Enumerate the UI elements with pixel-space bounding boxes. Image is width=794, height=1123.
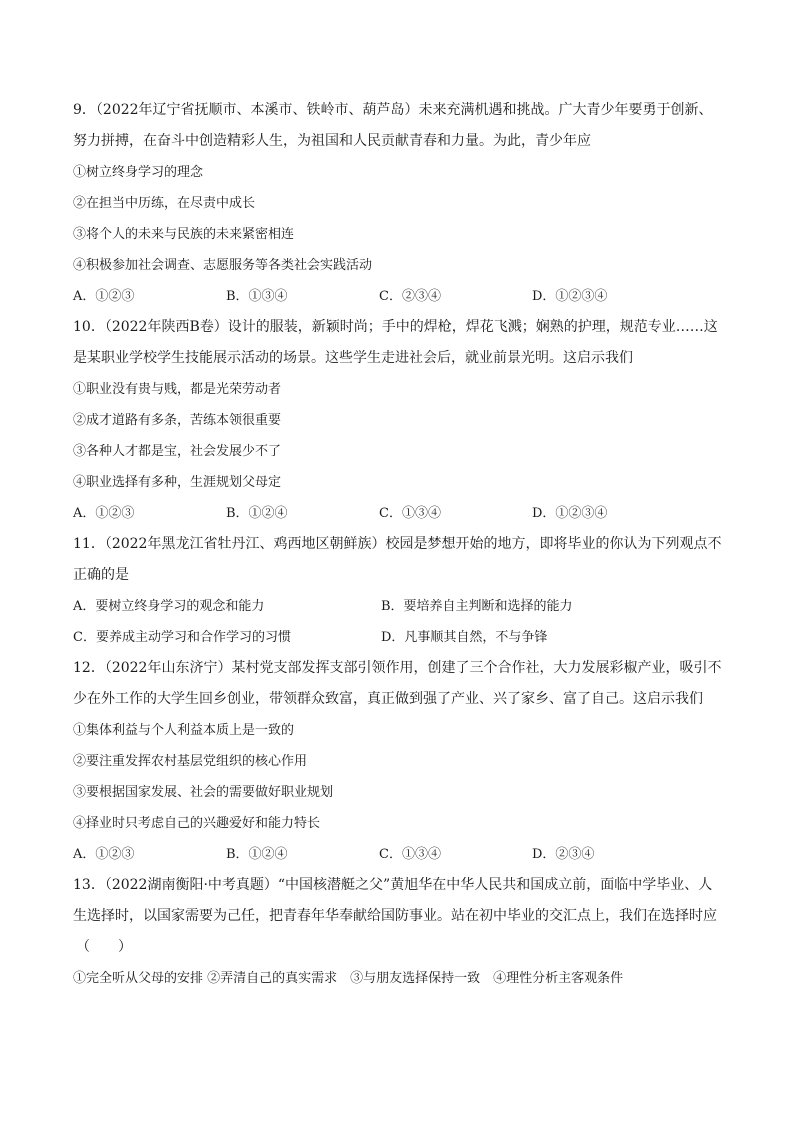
question-11 (73, 529, 725, 653)
choice-b[interactable]: B．①②④ (226, 506, 288, 521)
choice-a[interactable]: A．①②③ (73, 289, 135, 304)
statement-item: ②要注重发挥农村基层党组织的核心作用 (73, 754, 308, 769)
statement-item: ③将个人的未来与民族的未来紧密相连 (73, 227, 295, 242)
statement-item: ②成才道路有多条，苦练本领很重要 (73, 413, 282, 428)
answer-choices (73, 591, 725, 653)
choice-c[interactable]: C．要养成主动学习和合作学习的习惯 (73, 630, 291, 645)
question-stem: 11．（2022年黑龙江省牡丹江、鸡西地区朝鲜族）校园是梦想开始的地方，即将毕业的你认为下列观点不正确的是 (73, 536, 722, 583)
statement-item: ③要根据国家发展、社会的需要做好职业规划 (73, 785, 334, 800)
statement-item: ②在担当中历练，在尽责中成长 (73, 196, 256, 211)
question-12 (73, 653, 725, 870)
answer-choices (73, 281, 725, 312)
question-13 (73, 870, 725, 994)
choice-b[interactable]: B．①③④ (226, 289, 288, 304)
choice-c[interactable]: C．②③④ (379, 289, 441, 304)
choice-c[interactable]: C．①③④ (379, 847, 441, 862)
choice-d[interactable]: D．②③④ (532, 847, 595, 862)
question-stem: 9．（2022年辽宁省抚顺市、本溪市、铁岭市、葫芦岛）未来充满机遇和挑战。广大青少年要勇于创新、努力拼搏，在奋斗中创造精彩人生，为祖国和人民贡献青春和力量。为此，青少年应 (73, 102, 713, 149)
statement-item: ①职业没有贵与贱，都是光荣劳动者 (73, 382, 282, 397)
choice-b[interactable]: B．要培养自主判断和选择的能力 (381, 599, 573, 614)
statement-item: ④择业时只考虑自己的兴趣爱好和能力特长 (73, 816, 321, 831)
question-list (73, 95, 725, 994)
question-stem: 10．（2022年陕西B卷）设计的服装，新颖时尚；手中的焊枪，焊花飞溅；娴熟的护理，规范专业……这是某职业学校学生技能展示活动的场景。这些学生走进社会后，就业前景光明。这启示我们 (73, 319, 718, 366)
choice-a[interactable]: A．①②③ (73, 506, 135, 521)
question-stem: 12．（2022年山东济宁）某村党支部发挥支部引领作用，创建了三个合作社，大力发展彩椒产业，吸引不少在外工作的大学生回乡创业，带领群众致富，真正做到强了产业、兴了家乡、富了自己。这启示我们 (73, 660, 722, 707)
statement-item: ④职业选择有多种，生涯规划父母定 (73, 475, 282, 490)
choice-a[interactable]: A．要树立终身学习的观念和能力 (73, 599, 265, 614)
statement-item: ③各种人才都是宝，社会发展少不了 (73, 444, 282, 459)
choice-d[interactable]: D．凡事顺其自然，不与争锋 (381, 630, 548, 645)
answer-blank[interactable]: （ ） (76, 939, 132, 955)
inline-statement-items: ①完全听从父母的安排 ②弄清自己的真实需求 ③与朋友选择保持一致 ④理性分析主客观条件 (73, 971, 624, 986)
question-10 (73, 312, 725, 529)
statement-item: ①集体利益与个人利益本质上是一致的 (73, 723, 295, 738)
statement-item: ①树立终身学习的理念 (73, 165, 204, 180)
statement-item: ④积极参加社会调查、志愿服务等各类社会实践活动 (73, 258, 373, 273)
choice-d[interactable]: D．①②③④ (532, 289, 608, 304)
choice-c[interactable]: C．①③④ (379, 506, 441, 521)
answer-choices (73, 498, 725, 529)
question-stem: 13．（2022湖南衡阳·中考真题）“中国核潜艇之父”黄旭华在中华人民共和国成立前，面临中学毕业、人生选择时，以国家需要为己任，把青春年华奉献给国防事业。站在初中毕业的交汇点上，我们在选择时应 (73, 877, 717, 924)
question-9 (73, 95, 725, 312)
choice-a[interactable]: A．①②③ (73, 847, 135, 862)
choice-d[interactable]: D．①②③④ (532, 506, 608, 521)
choice-b[interactable]: B．①②④ (226, 847, 288, 862)
answer-choices (73, 839, 725, 870)
